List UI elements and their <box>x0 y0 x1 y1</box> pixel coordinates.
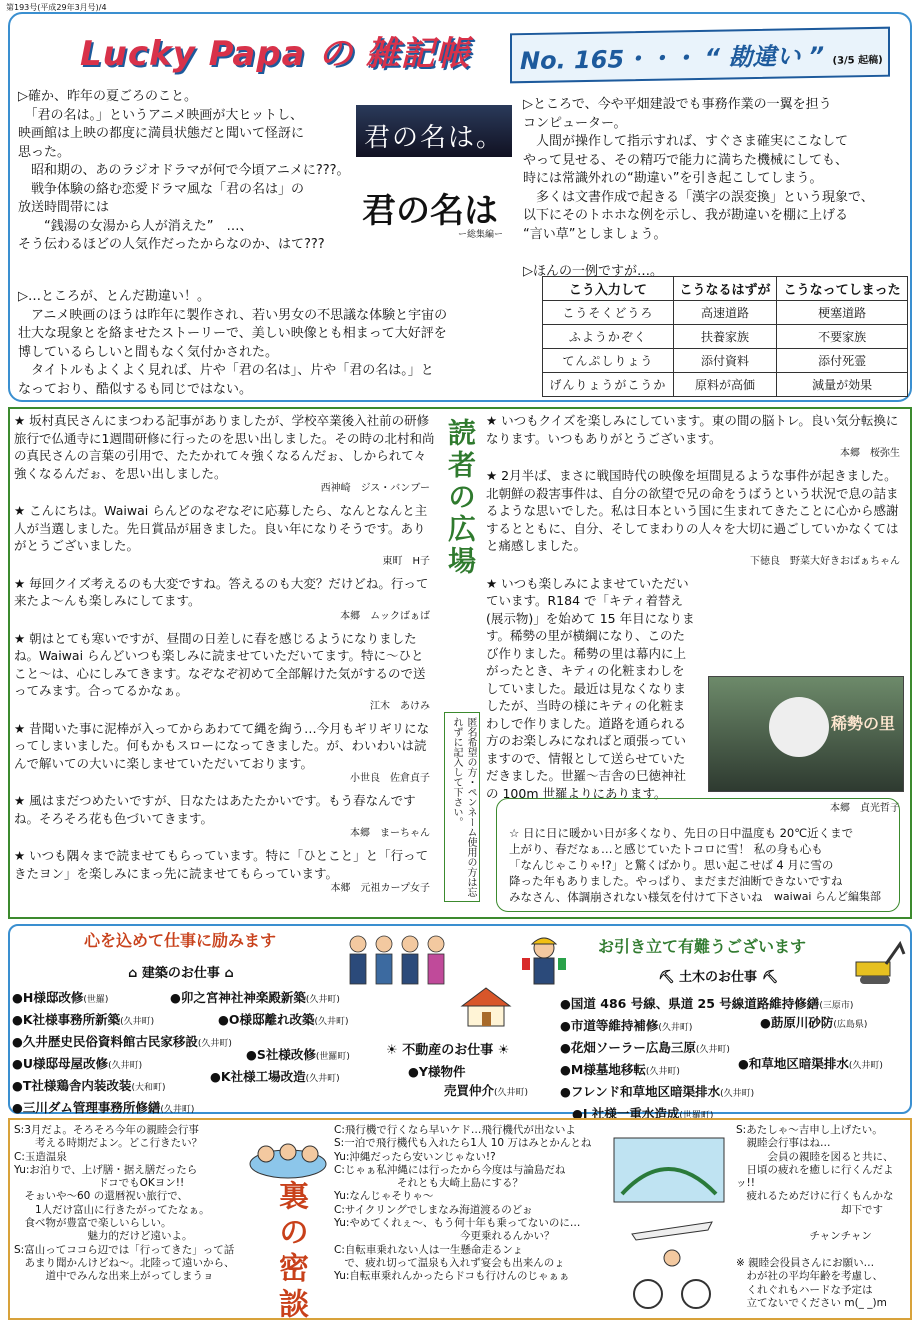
table-header: こうなるはずが <box>673 277 777 301</box>
work-location: (久井町) <box>160 1105 195 1115</box>
editor-note <box>496 798 900 912</box>
kitty-figure <box>769 697 829 757</box>
post-signature: 本郷 貞光哲子 <box>830 803 900 814</box>
post-signature: 東町 H子 <box>382 555 430 567</box>
table-row <box>543 349 908 373</box>
poster-old-title: 君の名は <box>362 191 498 231</box>
work-name: ●U様邸母屋改修 <box>12 1056 109 1071</box>
editor-text: ☆ 日に日に暖かい日が多くなり、先日の日中温度も 20℃近くまで 上がり、春だなぁ…と感じていたトコロに雪！ 私の身も心も 「なんじゃこりゃ!?」と驚くばかり。思い起こせば 4 月に雪の 降った年もありました。やっぱり、まだまだ油断できないですね みなさん、体調崩されない様気を付けて下さいね <box>509 826 854 904</box>
hot-spring-icon <box>248 1124 328 1180</box>
table-cell: ふようかぞく <box>543 325 674 349</box>
work-location: (三原市) <box>819 1001 854 1011</box>
building-works-col2 <box>170 988 349 1032</box>
table-cell: 添付死霊 <box>777 349 908 373</box>
work-location: (久井町) <box>197 1039 232 1049</box>
readers-note: 匿名希望の方・ペンネーム使用の方は忘れずに記入して下さい。 <box>444 712 480 902</box>
list-item <box>12 1098 232 1120</box>
excavator-icon <box>850 932 906 986</box>
reader-post <box>14 847 436 896</box>
table-cell: 高速道路 <box>673 301 777 325</box>
work-name: 売買仲介 <box>444 1083 495 1098</box>
table-cell: 扶養家族 <box>673 325 777 349</box>
work-name: ●久井歴史民俗資料館古民家移設 <box>12 1034 198 1049</box>
work-location: (久井町) <box>658 1023 693 1033</box>
kitty-photo <box>708 676 904 792</box>
post-text: ★ 昔聞いた事に泥棒が入ってからあわてて縄を綯う…今月もギリギリになってしまいました。何もかもスローになってきました。が、わいわいは読んで解いての大いに楽しませていただいております。 <box>14 720 430 771</box>
work-name: ●市道等維持補修 <box>560 1018 659 1033</box>
title-main: Lucky Papa の <box>80 34 354 74</box>
work-location: (久井町) <box>120 1017 155 1027</box>
work-location: (久井町) <box>305 1074 340 1084</box>
table-cell: 梗塞道路 <box>777 301 908 325</box>
list-item <box>12 1032 232 1054</box>
work-location: (久井町) <box>695 1045 730 1055</box>
worker-flag-icon <box>518 932 570 988</box>
table-row <box>543 325 908 349</box>
work-name: ●フレンド和草地区暗渠排水 <box>560 1084 721 1099</box>
sun-icon: ☀ <box>493 1043 510 1058</box>
table-cell: 不要家族 <box>777 325 908 349</box>
list-item <box>760 1013 883 1035</box>
article-right: ▷ところで、今や平畑建設でも事務作業の一翼を担う コンピューター。 人間が操作して指示すれば、すぐさま確実にこなして やって見せる、その精巧で能力に満ちた機械にしても、 時には常識外れの“勘違い”を引き起こしてしまう。 多くは文書作成で起きる「漢字の誤変換」という現象で、 以下にそのトホホな例を示し、我が勘違いを棚に上げる “言い草”としましょう。 ▷ほんの一例ですが…。 <box>523 97 874 279</box>
list-item <box>246 1045 350 1067</box>
readers-left-column <box>14 412 436 902</box>
works-heading-right: お引き立て有難うございます <box>598 937 807 956</box>
article-left-b: ▷…ところが、とんだ勘違い！。 アニメ映画のほうは昨年に製作され、若い男女の不思議な体験と宇宙の 壮大な現象とを絡ませたストーリーで、美しい映像とも相まって大好評を 博しているらしいと間もなく気付かされた。 タイトルもよくよく見れば、片や「君の名は」、片や「君の名は。」と なっており、酷似するも同じではない。 <box>18 289 448 397</box>
work-location: (世羅町) <box>315 1052 350 1062</box>
list-item <box>218 1010 349 1032</box>
work-name: ●O様邸離れ改築 <box>218 1012 315 1027</box>
work-name: ●M様墓地移転 <box>560 1062 646 1077</box>
post-signature: 本郷 桜弥生 <box>840 448 900 459</box>
reader-post <box>14 575 436 624</box>
reader-post <box>486 467 906 569</box>
conversion-table <box>542 276 908 397</box>
post-text: ★ いつも隅々まで読ませてもらっています。特に「ひとこと」と「行ってきたヨン」を楽しみにまっ先に読ませてもらっています。 <box>14 848 429 881</box>
work-location: (久井町) <box>720 1089 755 1099</box>
reader-post <box>14 720 436 787</box>
building-label-row <box>128 962 234 981</box>
poster-new-title: 君の名は。 <box>364 123 505 153</box>
table-cell: 原料が高価 <box>673 373 777 397</box>
note-number: No. 165・・・ <box>520 44 697 76</box>
post-signature: 小世良 佐倉貞子 <box>350 773 430 784</box>
post-text: ★ こんにちは。Waiwai らんどのなぞなぞに応募したら、なんとなんと主人が当選しました。先日賞品が届きました。良い年になりそうです。ありがとうございました。 <box>14 503 428 553</box>
chat-middle: C:飛行機で行くなら早いケド…飛行機代が出ないよ S:一泊で飛行機代も入れたら1人 10 万はみとかんとね Yu:沖縄だったら安いンじゃない!? C:じゃぁ私沖縄には行ったから今度は与論島だね それとも大崎上島にする？ Yu:なんじゃそりゃ～ C:サイクリングでしまなみ海道渡るのどぉ Yu:やめてくれぇ～、もう何十年も乗ってないのに… 今更乗れるんかい？ C:自転車乗れない人は一生懸命走るンょ で、疲れ切って温泉も入れず宴会も出来んのょ Yu:自転車乗れんかったらドコも行けんのじゃぁぁ <box>334 1124 592 1283</box>
issue-line: 第193号(平成29年3月号)/4 <box>6 3 107 12</box>
note-date: (3/5 起稿) <box>832 54 883 67</box>
workers-illustration-icon <box>344 930 454 986</box>
post-text: ★ 風はまだつめたいですが、日なたはあたたかいです。もう春なんですね。そろそろ花も色づいてきます。 <box>14 793 416 826</box>
pickaxe-icon: ⛏ <box>757 970 779 985</box>
work-location: (世羅) <box>83 995 109 1005</box>
note-topic: “ 勘違い ” <box>704 41 825 72</box>
table-cell: 減量が効果 <box>777 373 908 397</box>
table-cell: 添付資料 <box>673 349 777 373</box>
post-signature: 下徳良 野菜大好きおばぁちゃん <box>750 555 900 567</box>
work-name: ●K社様工場改造 <box>210 1069 306 1084</box>
article-left-a: ▷確か、昨年の夏ごろのこと。 「君の名は。」というアニメ映画が大ヒットし、 映画館は上映の都度に満員状態だと聞いて怪訝に 思った。 昭和期の、あのラジオドラマが何で今頃アニメに???。 戦争体験の絡む恋愛ドラマ風な「君の名は」の 放送時間帯には “銭湯の女湯から人が消えた” …、 そう伝わるほどの人気作だったからなのか、はて??? <box>18 89 350 252</box>
work-name: ●Y様物件 <box>408 1064 466 1079</box>
table-header: こう入力して <box>543 277 674 301</box>
drama-poster-old <box>362 183 512 243</box>
movie-poster-new <box>356 105 512 157</box>
list-item <box>560 1082 853 1104</box>
work-location: (大和町) <box>131 1083 166 1093</box>
ura-heading: 裏の密談 <box>273 1180 308 1324</box>
post-signature: 本郷 元祖カープ女子 <box>330 883 430 894</box>
reader-post <box>14 412 436 496</box>
chat-left: S:3月だよ。そろそろ今年の親睦会行事 考える時期だよン。どこ行きたい？ C:玉造温泉 Yu:お泊りで、上げ膳・据え膳だったら ドコでもOKヨン!! そぉいや～60 の還暦祝い旅行で、 1人だけ富山に行きたがってたなぁ。 食べ物が豊富で楽しいらしい。 魅力的だけど遠いよ。 S:富山ってココら辺では「行ってきた」って話 あまり聞かんけどね～。北陸って遠いから、 道中でみんな出来上がってしまうョ <box>14 1124 235 1283</box>
reader-post <box>14 630 436 714</box>
work-name: ●T社様鶏舎内装改装 <box>12 1078 132 1093</box>
realestate-label-row <box>386 1039 509 1058</box>
list-item <box>12 1076 232 1098</box>
work-location: (久井町) <box>108 1061 143 1071</box>
work-name: ●K社様事務所新築 <box>12 1012 121 1027</box>
work-name: ●和草地区暗渠排水 <box>738 1056 849 1071</box>
table-cell: てんぷしりょう <box>543 349 674 373</box>
table-header-row <box>543 277 908 301</box>
list-item <box>444 1081 528 1103</box>
sun-icon: ☀ <box>386 1043 403 1058</box>
list-item <box>210 1067 350 1089</box>
post-signature: 本郷 ムックばぁば <box>340 610 430 622</box>
note-number-box <box>510 27 890 84</box>
civil-works-extra <box>738 1013 883 1076</box>
house-icon <box>458 984 514 1028</box>
pickaxe-icon: ⛏ <box>658 970 680 985</box>
post-text: ★ 毎回クイズ考えるのも大変ですね。答えるのも大変？だけどね。行って来たよ～んも楽しみにしてます。 <box>14 575 429 608</box>
readers-heading: 読者の広場 <box>444 418 477 578</box>
building-works-col3 <box>210 1045 350 1089</box>
realestate-label: 不動産のお仕事 <box>402 1043 494 1058</box>
list-item <box>170 988 349 1010</box>
table-row <box>543 301 908 325</box>
table-row <box>543 373 908 397</box>
work-name: ●国道 486 号線、県道 25 号線道路維持修繕 <box>560 996 820 1011</box>
work-location: (広島県) <box>833 1020 868 1030</box>
work-location: (世羅町) <box>679 1111 714 1121</box>
work-location: (久井町) <box>314 1017 349 1027</box>
post-signature: 西神崎 ジス・バンブー <box>320 483 430 494</box>
table-header: こうなってしまった <box>777 277 908 301</box>
building-icon: ⌂ <box>219 966 234 981</box>
reader-post <box>14 502 436 569</box>
post-text: ★ 朝はとても寒いですが、昼間の日差しに春を感じるようになりましたね。Waiwai らんどいつも楽しみに読ませていただいてます。特に～ひとこと～は、心にしみてきます。なぞなぞ初めて全部解けた気がするので送ってみます。合ってるかなぁ。 <box>14 630 426 698</box>
post-signature: 本郷 まーちゃん <box>350 828 430 839</box>
post-signature: 江木 あけみ <box>370 700 430 712</box>
travel-illustration-icon <box>612 1134 730 1312</box>
work-name: ●H様邸改修 <box>12 990 84 1005</box>
work-location: (久井町) <box>305 995 340 1005</box>
building-label: 建築のお仕事 <box>141 966 220 981</box>
list-item <box>408 1062 528 1081</box>
post-text: ★ 2月半ば、まさに戦国時代の映像を垣間見るような事件が起きました。北朝鮮の殺害事件は、自分の欲望で兄の命をうばうという状況で息の詰まるような思いでした。私は日本という国に生まれてきたことに心から感謝するとともに、自分、そしてまわりの人々を大切に過ごしていかなくてはと痛感しました。 <box>486 468 899 553</box>
work-location: (久井町) <box>494 1088 529 1098</box>
post-text: ★ 坂村真民さんにまつわる記事がありましたが、学校卒業後入社前の研修旅行で仏通寺に1週間研修に行ったのを思い出しました。その時の北村和尚の真民さんの言葉の引用で、たたかれて々強くなるんだぉ、しかられて々強くなるんだぉ、を思い出しました。 <box>14 413 435 481</box>
table-cell: こうそくどうろ <box>543 301 674 325</box>
work-name: ●三川ダム管理事務所修繕 <box>12 1100 161 1115</box>
list-item <box>738 1054 883 1076</box>
realestate-works <box>408 1062 528 1103</box>
civil-label-row <box>658 966 778 985</box>
work-location: (久井町) <box>848 1061 883 1071</box>
post-text: ★ いつもクイズを楽しみにしています。東の間の脳トレ。良い気分転換になります。いつもありがとうございます。 <box>486 413 899 446</box>
work-name: ●莇原川砂防 <box>760 1015 834 1030</box>
editor-signature: waiwai らんど編集部 <box>773 890 881 903</box>
chat-right: S:あたしゃ～吉申し上げたい。 親睦会行事はね… 会員の親睦を図ると共に、 日頃の疲れを癒しに行くんだよッ!! 疲れるためだけに行くもんかな 却下です チャンチャン ※ 親睦会役員さんにお願い… わが社の平均年齢を考慮し、 くれぐれもハードな予定は 立てないでください m(_ _)m <box>736 1124 894 1309</box>
reader-post <box>14 792 436 841</box>
column-title <box>80 26 470 75</box>
building-icon: ⌂ <box>128 966 142 981</box>
reader-post <box>486 412 906 461</box>
title-kanji: 雑記帳 <box>365 34 471 74</box>
work-name: ●I 社様一重水造成 <box>572 1106 680 1121</box>
table-cell: げんりょうがこうか <box>543 373 674 397</box>
work-name: ●花畑ソーラー広島三原 <box>560 1040 696 1055</box>
kitty-photo-sign: 稀勢の里 <box>830 714 895 733</box>
work-name: ●卯之宮神社神楽殿新築 <box>170 990 306 1005</box>
work-location: (久井町) <box>645 1067 680 1077</box>
post-text: ★ いつも楽しみによませていただいています。R184 で「キティ着替え(展示物)」を始めて 15 年目になります。稀勢の里が横綱になり、このたび作りました。稀勢の里は幕内に上がったとき、キティの化粧まわしをしていました。最近は見なくなりましたが、当時の様にキティの化粧まわしで作りました。道路を通られる方のお楽しみになればと頑張っていますので、情報として送らせていただきました。世羅～吉舎の巳徳神社の 100m 世羅よりにあります。 <box>486 575 695 801</box>
works-heading-left: 心を込めて仕事に励みます <box>84 931 277 950</box>
poster-old-subtitle: ー総集編ー <box>458 230 504 240</box>
work-name: ●S社様改修 <box>246 1047 316 1062</box>
list-item <box>12 1054 232 1076</box>
civil-label: 土木のお仕事 <box>679 970 758 985</box>
